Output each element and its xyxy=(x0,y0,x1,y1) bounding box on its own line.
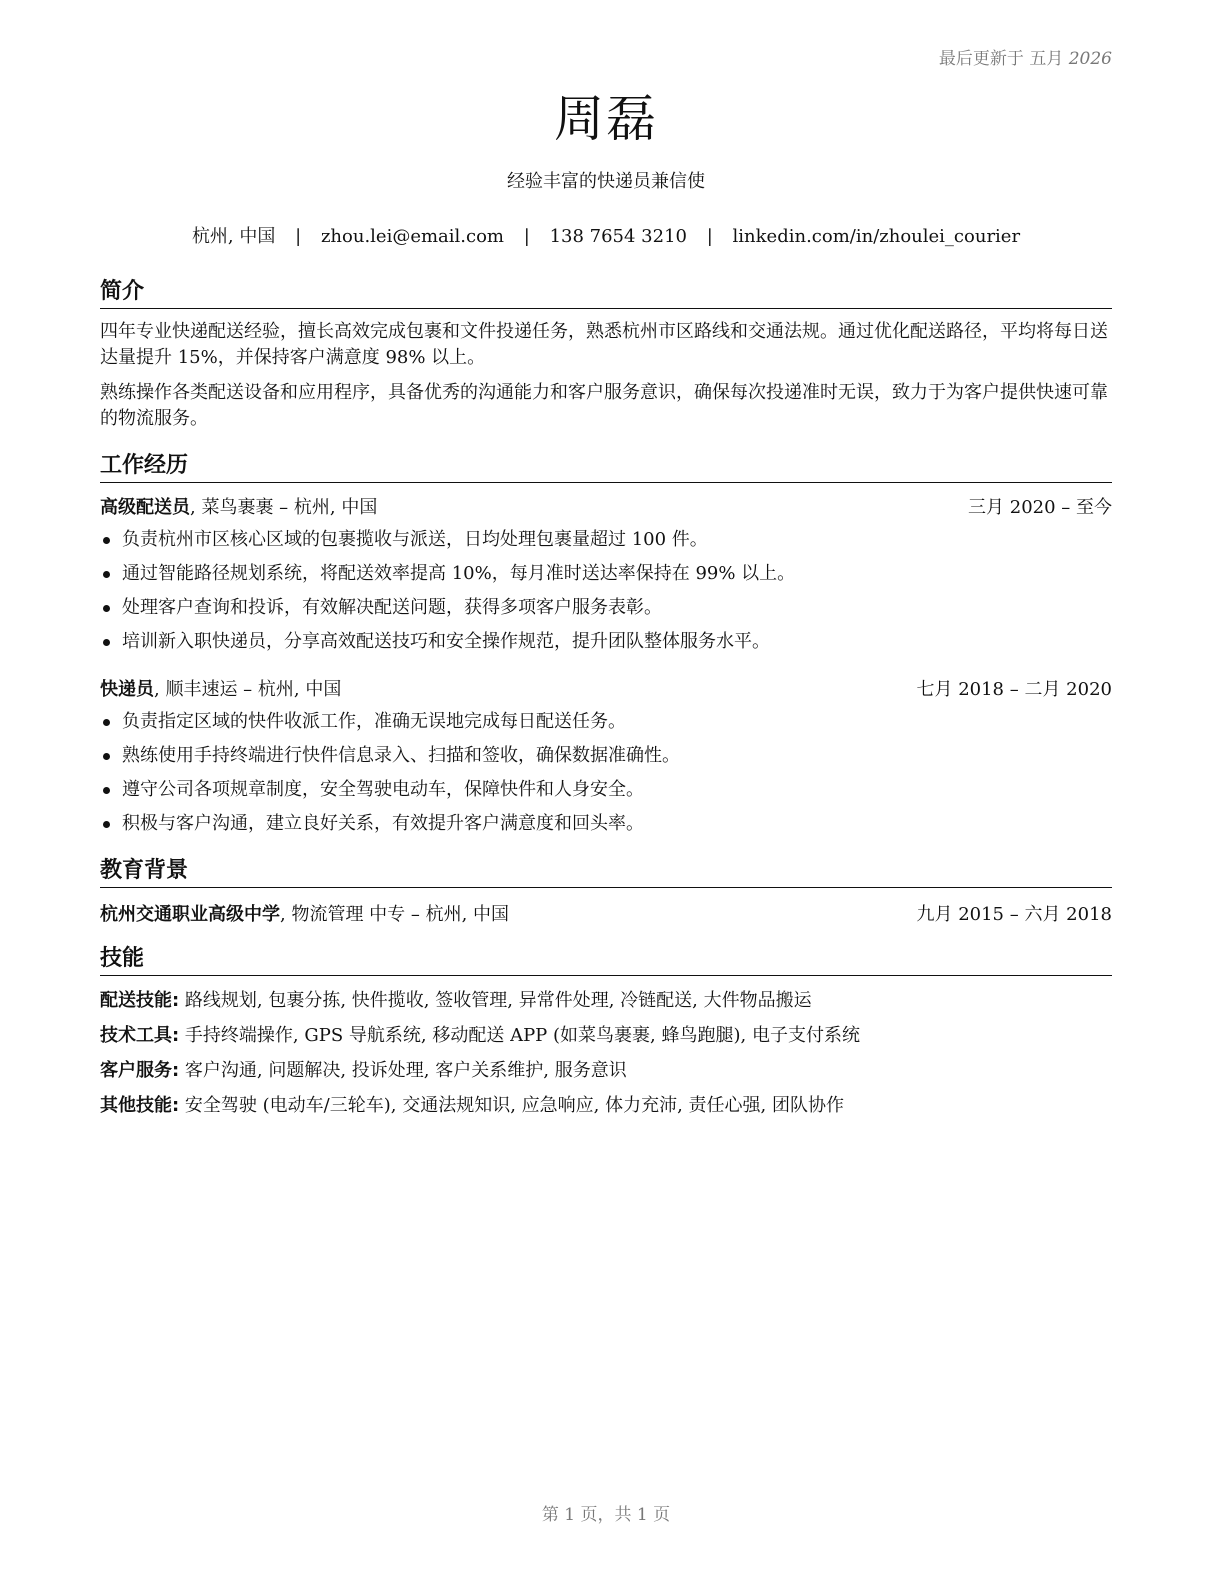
job-header xyxy=(100,495,1112,521)
bullet-icon xyxy=(103,605,110,612)
skill-value: 手持终端操作, GPS 导航系统, 移动配送 APP (如菜鸟裹裹, 蜂鸟跑腿), 电子支付系统 xyxy=(179,1025,860,1046)
last-updated-label: 最后更新于 五月 xyxy=(938,49,1064,69)
bullet-text: 培训新入职快递员，分享高效配送技巧和安全操作规范，提升团队整体服务水平。 xyxy=(122,631,770,652)
bullet-text: 负责杭州市区核心区域的包裹揽收与派送，日均处理包裹量超过 100 件。 xyxy=(122,529,708,550)
skill-label: 技术工具: xyxy=(100,1025,180,1046)
last-updated-year: 2026 xyxy=(1068,49,1112,69)
bullet-text: 通过智能路径规划系统，将配送效率提高 10%，每月准时送达率保持在 99% 以上。 xyxy=(122,563,796,584)
skill-value: 客户沟通, 问题解决, 投诉处理, 客户关系维护, 服务意识 xyxy=(179,1060,627,1081)
bullet-icon xyxy=(103,787,110,794)
job-bullets xyxy=(100,527,1112,663)
list-item xyxy=(100,561,1112,595)
headline: 经验丰富的快递员兼信使 xyxy=(507,171,705,192)
contact-email[interactable]: zhou.lei@email.com xyxy=(320,226,505,247)
contact-separator: | xyxy=(295,226,302,247)
skills-list xyxy=(100,988,1112,1128)
summary-section xyxy=(100,277,1112,432)
skill-row xyxy=(100,1023,1112,1058)
list-item xyxy=(100,743,1112,777)
list-item xyxy=(100,595,1112,629)
list-item xyxy=(100,777,1112,811)
skill-label: 客户服务: xyxy=(100,1060,180,1081)
experience-section xyxy=(100,451,1112,845)
job-header xyxy=(100,677,1112,703)
education-dates: 九月 2015 – 六月 2018 xyxy=(916,904,1112,925)
contact-separator: | xyxy=(706,226,713,247)
skill-row xyxy=(100,1093,1112,1128)
contact-linkedin[interactable]: linkedin.com/in/zhoulei_courier xyxy=(732,226,1021,247)
skill-row xyxy=(100,988,1112,1023)
section-title-experience: 工作经历 xyxy=(100,451,1112,483)
skill-value: 路线规划, 包裹分拣, 快件揽收, 签收管理, 异常件处理, 冷链配送, 大件物品搬运 xyxy=(179,990,812,1011)
skills-section xyxy=(100,944,1112,1128)
job-bullets xyxy=(100,709,1112,845)
summary-paragraph: 熟练操作各类配送设备和应用程序，具备优秀的沟通能力和客户服务意识，确保每次投递准时无误，致力于为客户提供快速可靠的物流服务。 xyxy=(100,382,1108,429)
job-company: , 菜鸟裹裹 – 杭州, 中国 xyxy=(190,497,378,518)
resume-page xyxy=(100,0,1112,1584)
education-entry xyxy=(100,902,1112,928)
school-name: 杭州交通职业高级中学 xyxy=(100,904,280,925)
education-section xyxy=(100,856,1112,928)
bullet-icon xyxy=(103,639,110,646)
section-title-skills: 技能 xyxy=(100,944,1112,976)
bullet-icon xyxy=(103,571,110,578)
contact-line xyxy=(100,224,1112,250)
skill-row xyxy=(100,1058,1112,1093)
list-item xyxy=(100,709,1112,743)
section-title-summary: 简介 xyxy=(100,277,1112,309)
job-dates: 三月 2020 – 至今 xyxy=(968,497,1112,518)
bullet-icon xyxy=(103,753,110,760)
section-title-education: 教育背景 xyxy=(100,856,1112,888)
job-role: 高级配送员 xyxy=(100,497,190,518)
list-item xyxy=(100,629,1112,663)
job-company: , 顺丰速运 – 杭州, 中国 xyxy=(154,679,342,700)
summary-paragraph: 四年专业快递配送经验，擅长高效完成包裹和文件投递任务，熟悉杭州市区路线和交通法规。通过优化配送路径，平均将每日送达量提升 15%，并保持客户满意度 98% 以上。 xyxy=(100,321,1108,368)
skill-value: 安全驾驶 (电动车/三轮车), 交通法规知识, 应急响应, 体力充沛, 责任心强, 团队协作 xyxy=(179,1095,844,1116)
bullet-text: 熟练使用手持终端进行快件信息录入、扫描和签收，确保数据准确性。 xyxy=(122,745,680,766)
contact-phone[interactable]: 138 7654 3210 xyxy=(549,226,687,247)
skill-label: 其他技能: xyxy=(100,1095,180,1116)
bullet-text: 遵守公司各项规章制度，安全驾驶电动车，保障快件和人身安全。 xyxy=(122,779,644,800)
bullet-icon xyxy=(103,821,110,828)
education-detail: , 物流管理 中专 – 杭州, 中国 xyxy=(280,904,510,925)
contact-location: 杭州, 中国 xyxy=(191,226,276,247)
bullet-text: 负责指定区域的快件收派工作，准确无误地完成每日配送任务。 xyxy=(122,711,626,732)
bullet-icon xyxy=(103,719,110,726)
job-role: 快递员 xyxy=(100,679,154,700)
candidate-name: 周磊 xyxy=(554,90,658,148)
job-entry xyxy=(100,677,1112,845)
bullet-icon xyxy=(103,537,110,544)
bullet-text: 处理客户查询和投诉，有效解决配送问题，获得多项客户服务表彰。 xyxy=(122,597,662,618)
contact-separator: | xyxy=(523,226,530,247)
list-item xyxy=(100,811,1112,845)
skill-label: 配送技能: xyxy=(100,990,180,1011)
last-updated xyxy=(939,44,1112,69)
job-dates: 七月 2018 – 二月 2020 xyxy=(916,679,1112,700)
list-item xyxy=(100,527,1112,561)
bullet-text: 积极与客户沟通，建立良好关系，有效提升客户满意度和回头率。 xyxy=(122,813,644,834)
page-footer: 第 1 页，共 1 页 xyxy=(541,1505,671,1525)
job-entry xyxy=(100,495,1112,663)
